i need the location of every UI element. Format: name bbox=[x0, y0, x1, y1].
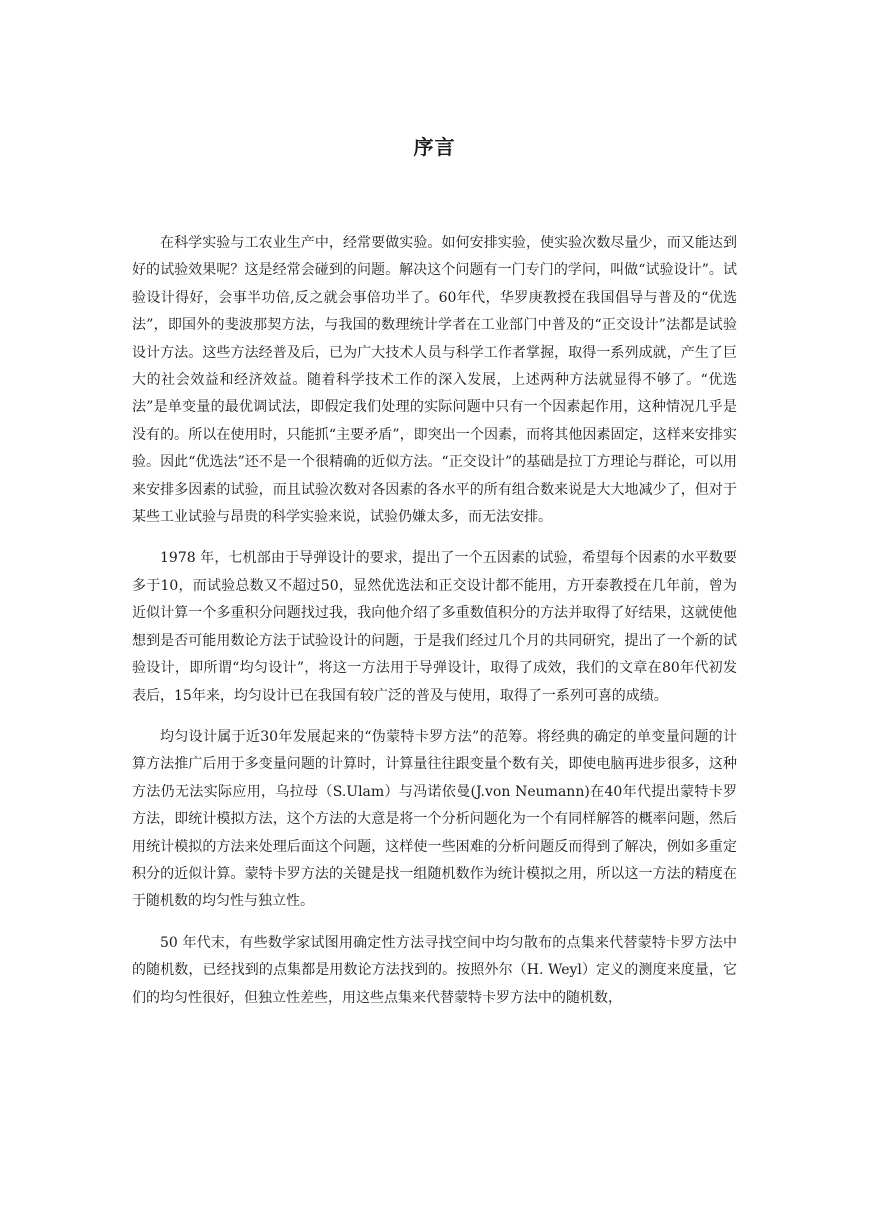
paragraph-2: 1978 年，七机部由于导弹设计的要求，提出了一个五因素的试验，希望每个因素的水平数要多于10，而试验总数又不超过50，显然优选法和正交设计都不能用，方开泰教授在几年前，曾为近似计算一个多重积分问题找过我，我向他介绍了多重数值积分的方法并取得了好结果，这就使他想到是否可能用数论方法于试验设计的问题，于是我们经过几个月的共同研究，提出了一个新的试验设计，即所谓“均匀设计”，将这一方法用于导弹设计，取得了成效，我们的文章在80年代初发表后，15年来，均匀设计已在我国有较广泛的普及与使用，取得了一系列可喜的成绩。 bbox=[132, 550, 737, 704]
page-title: 序言 bbox=[413, 135, 456, 159]
document-body bbox=[132, 230, 737, 1026]
paragraph-3: 均匀设计属于近30年发展起来的“伪蒙特卡罗方法”的范筹。将经典的确定的单变量问题的计算方法推广后用于多变量问题的计算时，计算量往往跟变量个数有关，即使电脑再进步很多，这种方法仍无法实际应用，乌拉母（S.Ulam）与冯诺依曼(J.von Neumann)在40年代提出蒙特卡罗方法，即统计模拟方法，这个方法的大意是将一个分析问题化为一个有同样解答的概率问题，然后用统计模拟的方法来处理后面这个问题，这样使一些困难的分析问题反而得到了解决，例如多重定积分的近似计算。蒙特卡罗方法的关键是找一组随机数作为统计模拟之用，所以这一方法的精度在于随机数的均匀性与独立性。 bbox=[132, 728, 737, 910]
paragraph-1: 在科学实验与工农业生产中，经常要做实验。如何安排实验，使实验次数尽量少，而又能达到好的试验效果呢？这是经常会碰到的问题。解决这个问题有一门专门的学问，叫做“试验设计”。试验设计得好，会事半功倍,反之就会事倍功半了。60年代，华罗庚教授在我国倡导与普及的“优选法”，即国外的斐波那契方法，与我国的数理统计学者在工业部门中普及的“正交设计”法都是试验设计方法。这些方法经普及后，已为广大技术人员与科学工作者掌握，取得一系列成就，产生了巨大的社会效益和经济效益。随着科学技术工作的深入发展，上述两种方法就显得不够了。“优选法”是单变量的最优调试法，即假定我们处理的实际问题中只有一个因素起作用，这种情况几乎是没有的。所以在使用时，只能抓“主要矛盾”，即突出一个因素，而将其他因素固定，这样来安排实验。因此“优选法”还不是一个很精确的近似方法。“正交设计”的基础是拉丁方理论与群论，可以用来安排多因素的试验，而且试验次数对各因素的各水平的所有组合数来说是大大地减少了，但对于某些工业试验与昂贵的科学实验来说，试验仍嫌太多，而无法安排。 bbox=[132, 235, 737, 526]
paragraph-4: 50 年代末，有些数学家试图用确定性方法寻找空间中均匀散布的点集来代替蒙特卡罗方法中的随机数，已经找到的点集都是用数论方法找到的。按照外尔（H. Weyl）定义的测度来度量，它们的均匀性很好，但独立性差些，用这些点集来代替蒙特卡罗方法中的随机数， bbox=[132, 934, 737, 1006]
